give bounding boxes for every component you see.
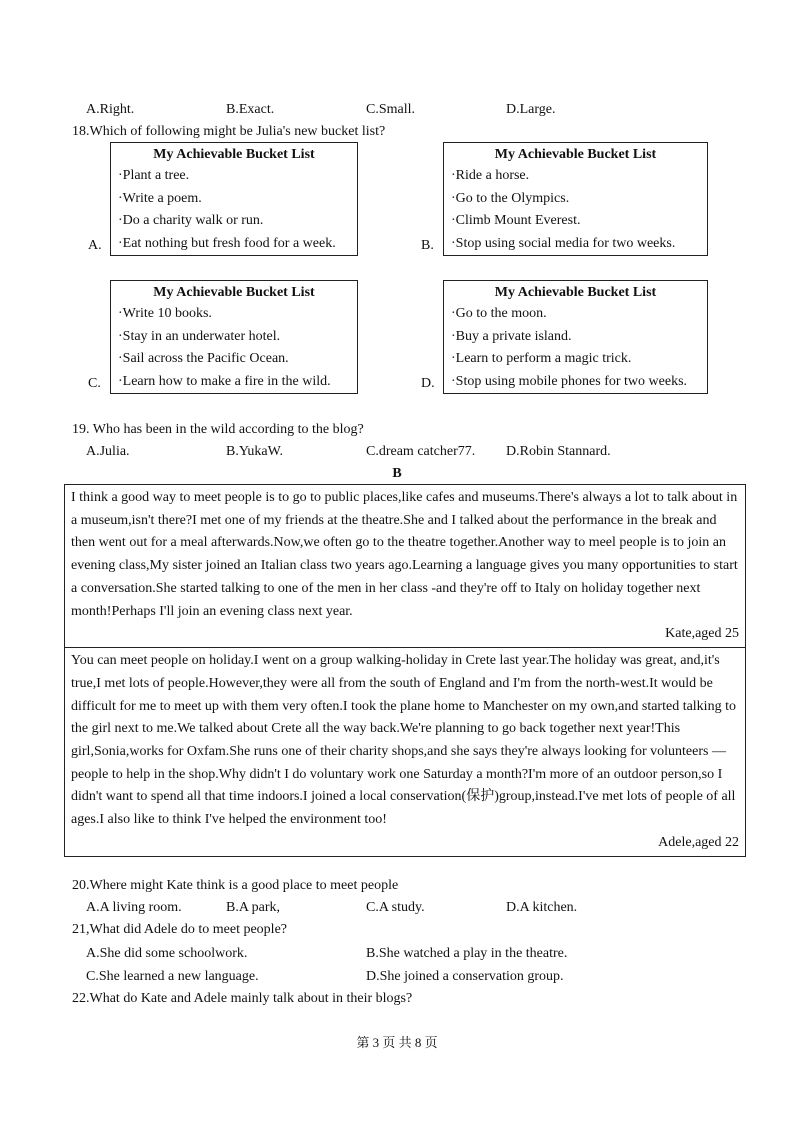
passage-text: You can meet people on holiday.I went on a group walking-holiday in Crete last year.The holiday was great, and,it's true,I met lots of people.However,they were all from the south of England and I'm from the north-west.It would be difficult for me to meet up with them very often.I took the plane home to Manchester on my own,and started talking to the girl next to me.We talked about Crete all the way back.We're planning to go back together next year!This girl,Sonia,works for Oxfam.She runs one of their charity shops,and she says they're always looking for volunteers —people to help in the shop.Why didn't I do voluntary work one Saturday a month?I'm more of an outdoor person,so I didn't want to spend all that time indoors.I joined a local conservation(保护)group,instead.I've met lots of people of all ages.I also like to think I've helped the environment too!	[71, 653, 736, 828]
bucket-list-title: My Achievable Bucket List	[153, 147, 315, 162]
bucket-list-item: ·Write 10 books.	[118, 306, 212, 321]
bucket-list-c	[110, 280, 358, 394]
q19-option-d[interactable]: D.Robin Stannard.	[506, 444, 611, 459]
q17-option-b[interactable]: B.Exact.	[226, 102, 275, 117]
reading-passages	[64, 484, 746, 857]
q21-option-a[interactable]: A.She did some schoolwork.	[86, 946, 248, 961]
q19-option-a[interactable]: A.Julia.	[86, 444, 130, 459]
bucket-list-item: ·Learn to perform a magic trick.	[451, 351, 632, 366]
bucket-list-item: ·Sail across the Pacific Ocean.	[118, 351, 289, 366]
q20-option-d[interactable]: D.A kitchen.	[506, 900, 578, 915]
q21-option-c[interactable]: C.She learned a new language.	[86, 969, 259, 984]
bucket-list-item: ·Go to the moon.	[451, 306, 547, 321]
q17-option-d[interactable]: D.Large.	[506, 102, 556, 117]
q18-question: 18.Which of following might be Julia's new bucket list?	[72, 124, 386, 139]
q18-option-c-letter[interactable]: C.	[88, 376, 101, 391]
q21-option-b[interactable]: B.She watched a play in the theatre.	[366, 946, 568, 961]
bucket-list-item: ·Do a charity walk or run.	[118, 213, 264, 228]
bucket-list-title: My Achievable Bucket List	[153, 285, 315, 300]
q21-question: 21,What did Adele do to meet people?	[72, 922, 287, 937]
q17-option-c[interactable]: C.Small.	[366, 102, 416, 117]
q19-option-b[interactable]: B.YukaW.	[226, 444, 284, 459]
passage-signature: Adele,aged 22	[658, 834, 739, 850]
bucket-list-item: ·Learn how to make a fire in the wild.	[118, 373, 331, 389]
bucket-list-item: ·Climb Mount Everest.	[451, 213, 581, 228]
q18-option-b-letter[interactable]: B.	[421, 238, 434, 253]
bucket-list-item: ·Go to the Olympics.	[451, 190, 570, 206]
bucket-list-title: My Achievable Bucket List	[494, 147, 657, 162]
q22-question: 22.What do Kate and Adele mainly talk about in their blogs?	[72, 991, 413, 1006]
bucket-list-item: ·Ride a horse.	[451, 168, 530, 183]
bucket-list-b	[443, 142, 708, 256]
bucket-list-title: My Achievable Bucket List	[494, 285, 657, 300]
passage-adele	[65, 647, 745, 856]
passage-signature: Kate,aged 25	[665, 626, 739, 642]
q21-option-d[interactable]: D.She joined a conservation group.	[366, 969, 564, 984]
bucket-list-d	[443, 280, 708, 394]
q20-option-b[interactable]: B.A park,	[226, 900, 281, 915]
q20-option-c[interactable]: C.A study.	[366, 900, 425, 915]
passage-text: I think a good way to meet people is to go to public places,like cafes and museums.There's always a lot to talk about in a museum,isn't there?I met one of my friends at the theatre.She and I talked about the performance in the break and then went out for a meal afterwards.Now,we often go to the theatre together.Another way to meel people is to join an evening class,My sister joined an Italian class two years ago.Learning a language gives you many opportunities to start a conversation.She started talking to one of the men in her class -and they're off to Italy on holiday together next month!Perhaps I'll join an evening class next year.	[71, 490, 738, 619]
q19-question: 19. Who has been in the wild according to the blog?	[72, 422, 364, 437]
bucket-list-item: ·Plant a tree.	[118, 168, 190, 183]
q18-option-d-letter[interactable]: D.	[421, 376, 435, 391]
section-b-heading: B	[392, 466, 402, 481]
bucket-list-a	[110, 142, 358, 256]
bucket-list-item: ·Write a poem.	[118, 190, 202, 206]
page-footer: 第 3 页 共 8 页	[356, 1035, 438, 1050]
passage-kate	[65, 485, 745, 647]
q20-question: 20.Where might Kate think is a good place to meet people	[72, 878, 399, 893]
q17-option-a[interactable]: A.Right.	[86, 102, 135, 117]
q18-option-a-letter[interactable]: A.	[88, 238, 102, 253]
bucket-list-item: ·Eat nothing but fresh food for a week.	[118, 235, 336, 251]
q19-option-c[interactable]: C.dream catcher77.	[366, 444, 476, 459]
q20-option-a[interactable]: A.A living room.	[86, 900, 182, 915]
bucket-list-item: ·Buy a private island.	[451, 328, 572, 344]
bucket-list-item: ·Stop using social media for two weeks.	[451, 235, 676, 251]
bucket-list-item: ·Stay in an underwater hotel.	[118, 328, 281, 344]
bucket-list-item: ·Stop using mobile phones for two weeks.	[451, 373, 688, 389]
